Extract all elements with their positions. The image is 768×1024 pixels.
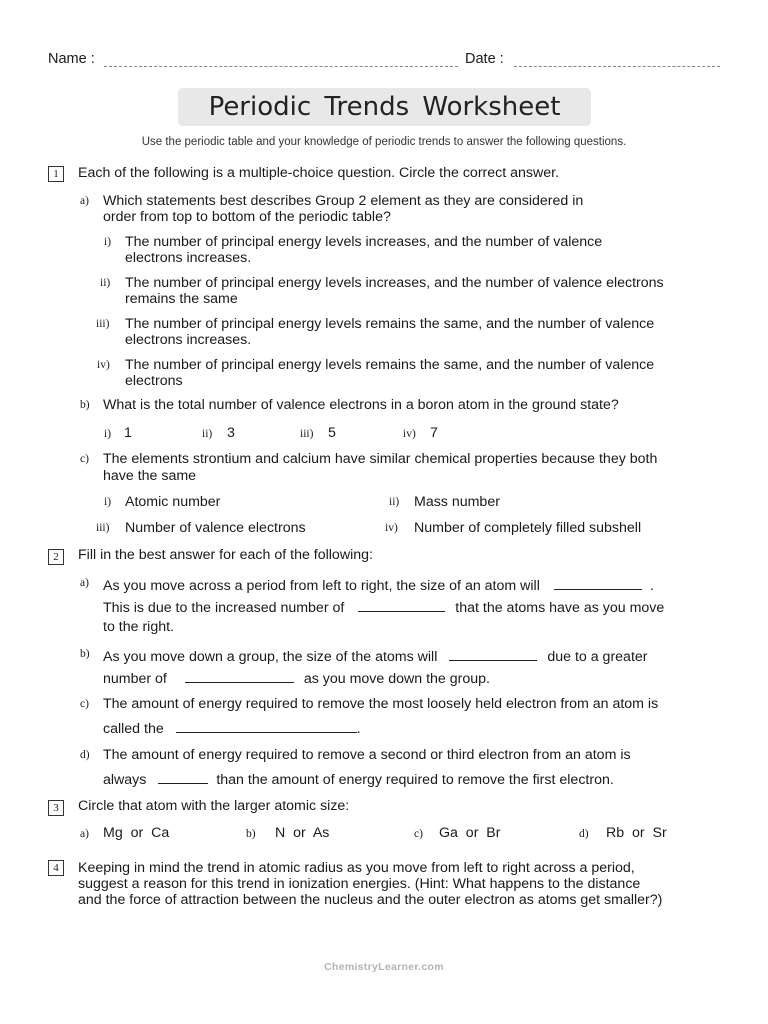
q1c-option-label: iii) (96, 522, 110, 534)
date-label: Date : (465, 51, 504, 67)
q1a-option-text[interactable]: The number of principal energy levels remains the same, and the number of valence (125, 316, 655, 332)
q2a-period: . (649, 578, 654, 594)
q1a-option-label: i) (104, 236, 112, 248)
q2b-line1 (103, 646, 648, 666)
q3-option-text[interactable]: Rb or Sr (606, 825, 667, 841)
q1c-option-label: i) (104, 496, 112, 508)
q2a-label: a) (80, 577, 89, 589)
q3-option-text[interactable]: N or As (275, 825, 330, 841)
q3-option-label: b) (246, 828, 256, 840)
q2b-label: b) (80, 648, 90, 660)
question-number-4: 4 (48, 860, 64, 876)
q2d-line1: The amount of energy required to remove a second or third electron from an atom is (103, 747, 631, 763)
question-number-1: 1 (48, 166, 64, 182)
q1b-option-label: iv) (403, 428, 416, 440)
q4-line1: Keeping in mind the trend in atomic radius as you move from left to right across a period, (78, 860, 635, 876)
q1c-option-label: iv) (385, 522, 398, 534)
q1c-question-line1: The elements strontium and calcium have similar chemical properties because they both (103, 451, 658, 467)
q3-option-text[interactable]: Ga or Br (439, 825, 501, 841)
footer-source: ChemistryLearner.com (324, 961, 444, 973)
name-field[interactable] (104, 66, 458, 67)
q2b-text: number of (103, 671, 167, 687)
q2d-text: always (103, 772, 147, 788)
q1b-option-text[interactable]: 3 (227, 425, 235, 441)
page-title: Periodic Trends Worksheet (178, 88, 591, 126)
q2d-text: than the amount of energy required to remove the first electron. (216, 772, 614, 788)
q1a-question-line2: order from top to bottom of the periodic table? (103, 209, 391, 225)
q2b-text: due to a greater (547, 649, 648, 665)
q1c-option-text[interactable]: Atomic number (125, 494, 221, 510)
question-number-2: 2 (48, 549, 64, 565)
q1a-option-label: ii) (100, 277, 111, 289)
q2c-blank[interactable] (176, 718, 357, 733)
q2b-text: As you move down a group, the size of the atoms will (103, 649, 438, 665)
q1b-option-text[interactable]: 1 (124, 425, 132, 441)
q2a-text: that the atoms have as you move (455, 600, 665, 616)
q2c-label: c) (80, 698, 89, 710)
q2a-line3: to the right. (103, 619, 174, 635)
q2-prompt: Fill in the best answer for each of the following: (78, 547, 373, 563)
q1a-option-text[interactable]: electrons increases. (125, 332, 252, 348)
q2d-line2 (103, 769, 614, 789)
q1c-option-text[interactable]: Mass number (414, 494, 500, 510)
q2b-blank-2[interactable] (185, 668, 294, 683)
q1b-label: b) (80, 399, 90, 411)
q3-option-label: c) (414, 828, 423, 840)
q1a-option-text[interactable]: electrons (125, 373, 183, 389)
q4-line2: suggest a reason for this trend in ionization energies. (Hint: What happens to the distance (78, 876, 641, 892)
q1a-label: a) (80, 195, 89, 207)
q2c-line1: The amount of energy required to remove the most loosely held electron from an atom is (103, 696, 659, 712)
q2b-line2 (103, 668, 490, 688)
q1b-option-label: ii) (202, 428, 213, 440)
date-field[interactable] (514, 66, 720, 67)
q1a-option-label: iii) (96, 318, 110, 330)
q2c-period: . (356, 721, 361, 737)
q2b-text: as you move down the group. (303, 671, 490, 687)
q1c-label: c) (80, 453, 89, 465)
name-label: Name : (48, 51, 95, 67)
q1b-question: What is the total number of valence electrons in a boron atom in the ground state? (103, 397, 619, 413)
q1a-option-text[interactable]: electrons increases. (125, 250, 252, 266)
q3-option-label: d) (579, 828, 589, 840)
q2c-text: called the (103, 721, 164, 737)
question-number-3: 3 (48, 800, 64, 816)
q1c-option-text[interactable]: Number of valence electrons (125, 520, 306, 536)
q1a-question-line1: Which statements best describes Group 2 element as they are considered in (103, 193, 584, 209)
q2a-text: As you move across a period from left to right, the size of an atom will (103, 578, 540, 594)
q3-prompt: Circle that atom with the larger atomic size: (78, 798, 350, 814)
q1a-option-text[interactable]: The number of principal energy levels increases, and the number of valence (125, 234, 603, 250)
q1c-question-line2: have the same (103, 468, 197, 484)
q2a-blank-1[interactable] (554, 575, 642, 590)
q1c-option-text[interactable]: Number of completely filled subshell (414, 520, 642, 536)
q2a-line1 (103, 575, 654, 595)
q1b-option-text[interactable]: 5 (328, 425, 336, 441)
q1a-option-label: iv) (97, 359, 110, 371)
q1c-option-label: ii) (389, 496, 400, 508)
instructions: Use the periodic table and your knowledge of periodic trends to answer the following questions. (141, 136, 627, 148)
q1a-option-text[interactable]: The number of principal energy levels increases, and the number of valence electrons (125, 275, 664, 291)
q1a-option-text[interactable]: remains the same (125, 291, 238, 307)
q3-option-text[interactable]: Mg or Ca (103, 825, 170, 841)
q1a-option-text[interactable]: The number of principal energy levels remains the same, and the number of valence (125, 357, 655, 373)
q2d-label: d) (80, 749, 90, 761)
q2c-line2 (103, 718, 361, 738)
q2a-line2 (103, 597, 664, 617)
q1-prompt: Each of the following is a multiple-choice question. Circle the correct answer. (78, 165, 560, 181)
q3-option-label: a) (80, 828, 89, 840)
q2a-blank-2[interactable] (358, 597, 445, 612)
q1b-option-label: i) (104, 428, 112, 440)
q4-line3: and the force of attraction between the nucleus and the outer electron as atoms get smaller?) (78, 892, 663, 908)
q2d-blank[interactable] (158, 769, 208, 784)
q1b-option-text[interactable]: 7 (430, 425, 438, 441)
q1b-option-label: iii) (300, 428, 314, 440)
q2b-blank-1[interactable] (449, 646, 537, 661)
q2a-text: This is due to the increased number of (103, 600, 345, 616)
